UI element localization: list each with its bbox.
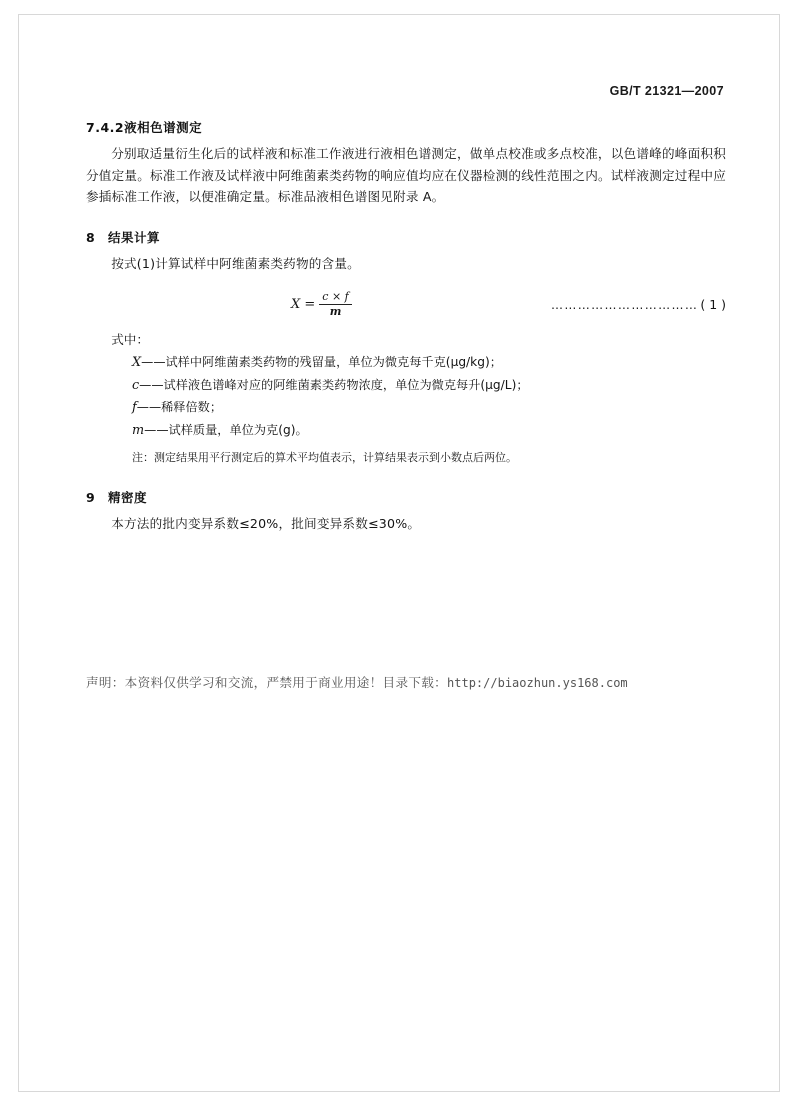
where-label: 式中：	[111, 331, 149, 347]
definition-symbol: X	[132, 354, 142, 370]
formula-denominator: m	[329, 305, 342, 319]
footer-url: http://biaozhun.ys168.com	[447, 676, 628, 690]
section-heading-9	[86, 488, 726, 506]
formula-fraction	[319, 291, 351, 319]
symbol-definition-list	[86, 352, 726, 443]
section-heading-8	[86, 228, 726, 246]
section-title: 液相色谱测定	[124, 120, 203, 135]
formula-lhs: X =	[291, 297, 316, 313]
formula-expression	[291, 291, 352, 319]
document-content	[86, 84, 726, 534]
paragraph-8: 按式(1)计算试样中阿维菌素类药物的含量。	[111, 255, 360, 271]
section-number: 9	[86, 489, 96, 505]
formula-number: ( 1 )	[700, 297, 726, 313]
calculation-note: 注：测定结果用平行测定后的算术平均值表示，计算结果表示到小数点后两位。	[132, 450, 517, 464]
standard-number-header: GB/T 21321—2007	[609, 84, 724, 98]
paragraph-9: 本方法的批内变异系数≤20%，批间变异系数≤30%。	[111, 515, 421, 531]
section-heading-7-4-2	[86, 118, 726, 136]
definition-symbol: f	[132, 400, 137, 416]
definition-item	[86, 397, 726, 420]
formula-numerator: c × f	[319, 291, 351, 306]
section-number: 8	[86, 229, 96, 245]
section-title: 精密度	[108, 489, 148, 505]
definition-item	[86, 352, 726, 375]
definition-item	[86, 420, 726, 443]
footer-text: 声明：本资料仅供学习和交流，严禁用于商业用途！目录下载：	[86, 675, 448, 690]
definition-text: ——试样中阿维菌素类药物的残留量，单位为微克每千克(μg/kg)；	[141, 354, 502, 369]
definition-text: ——试样液色谱峰对应的阿维菌素类药物浓度，单位为微克每升(μg/L)；	[139, 377, 529, 392]
definition-symbol: c	[132, 377, 140, 393]
definition-item	[86, 375, 726, 398]
definition-symbol: m	[132, 423, 145, 439]
footer-statement	[86, 672, 734, 691]
section-title: 结果计算	[108, 229, 161, 245]
definition-text: ——试样质量，单位为克(g)。	[144, 423, 308, 438]
section-number: 7.4.2	[86, 120, 125, 135]
formula-row	[86, 291, 726, 319]
definition-text: ——稀释倍数；	[136, 400, 223, 415]
formula-dot-leader: ……………………………	[550, 297, 699, 312]
paragraph-7-4-2: 分别取适量衍生化后的试样液和标准工作液进行液相色谱测定，做单点校准或多点校准，以色谱峰的峰面积积分值定量。标准工作液及试样液中阿维菌素类药物的响应值均应在仪器检测的线性范围之内。试样液测定过程中应参插标准工作液，以便准确定量。标准品液相色谱图见附录 A。	[86, 146, 726, 205]
